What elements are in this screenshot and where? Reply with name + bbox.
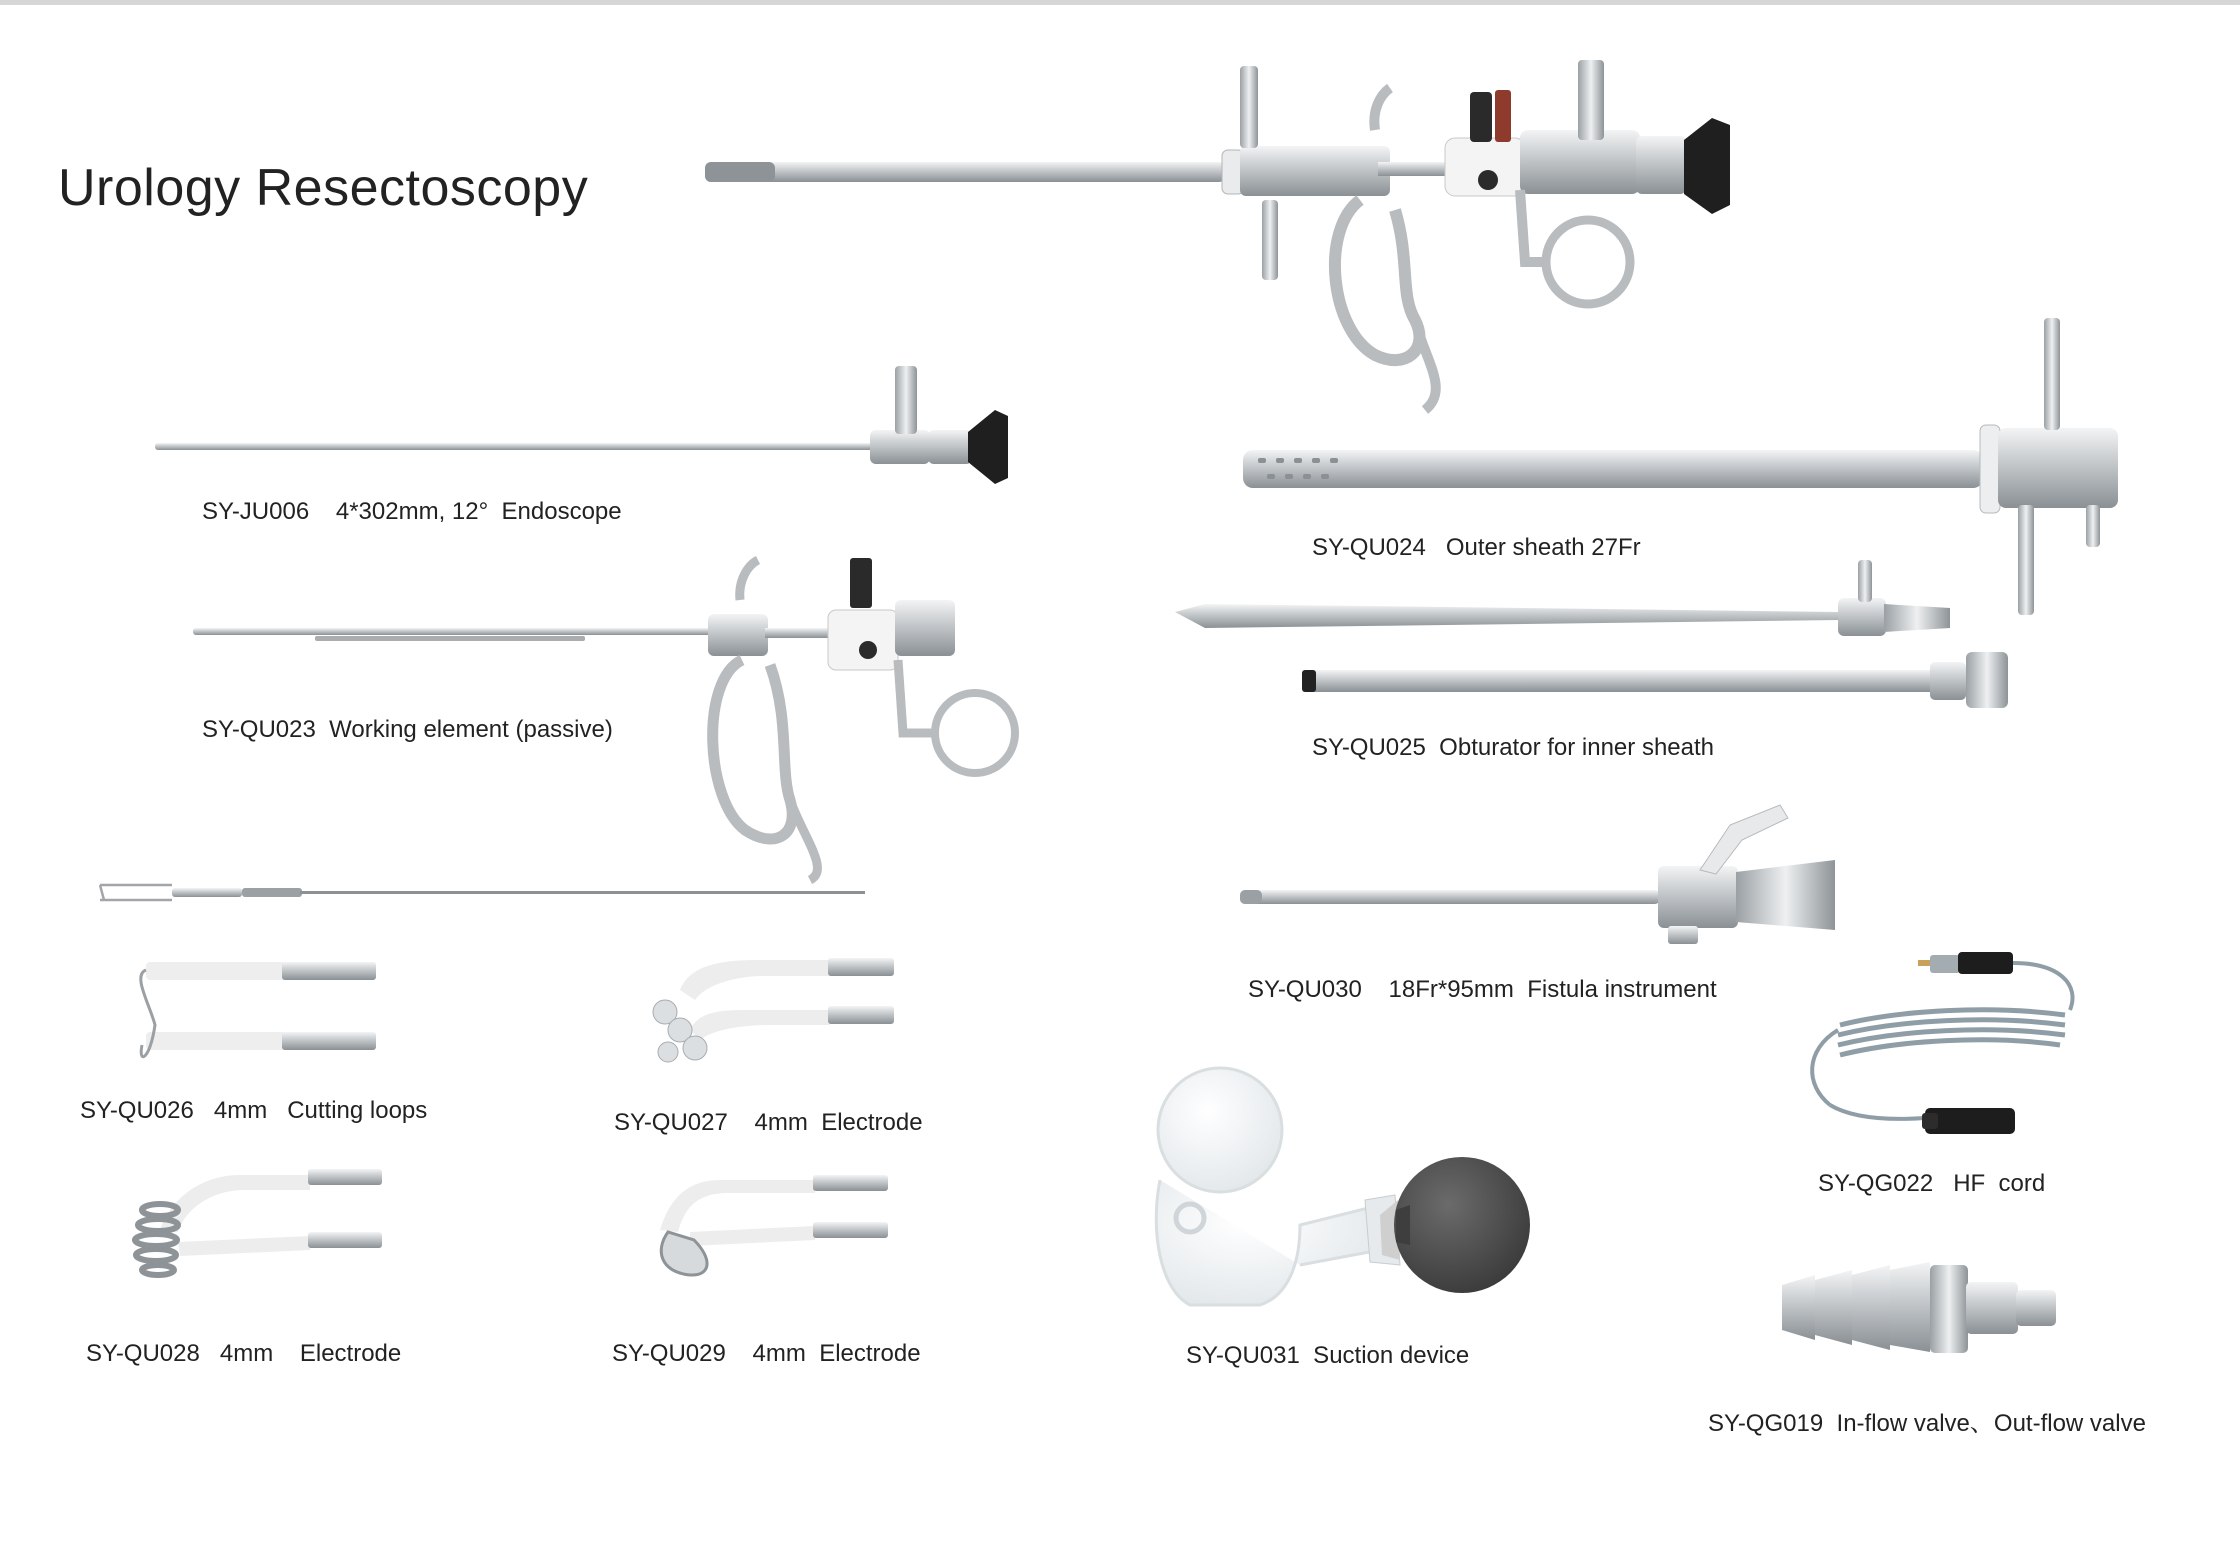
fistula-instrument-image [1240,805,1835,944]
product-label-sy-qu027: SY-QU027 4mm Electrode [614,1109,923,1136]
product-label-sy-qg019: SY-QG019 In-flow valve、Out-flow valve [1708,1410,2146,1437]
product-label-sy-qu025: SY-QU025 Obturator for inner sheath [1312,734,1714,761]
product-label-sy-qu028: SY-QU028 4mm Electrode [86,1340,402,1367]
cutting-loops-image [141,962,376,1057]
endoscope-image [155,366,1008,484]
suction-device-image [1156,1068,1530,1305]
product-label-sy-qu030: SY-QU030 18Fr*95mm Fistula instrument [1248,976,1717,1003]
product-label-sy-ju006: SY-JU006 4*302mm, 12° Endoscope [202,498,622,525]
resectoscope-assembly-image [705,60,1730,410]
outer-sheath-image [1243,318,2118,615]
roller-electrode-image [653,958,894,1062]
product-label-sy-qu024: SY-QU024 Outer sheath 27Fr [1312,534,1641,561]
obturator-image [1175,560,1950,636]
product-label-sy-qu023: SY-QU023 Working element (passive) [202,716,613,743]
flow-valve-image [1782,1262,2056,1353]
loop-electrode-image [660,1175,888,1275]
hf-cord-image [1812,952,2072,1134]
product-label-sy-qu031: SY-QU031 Suction device [1186,1342,1470,1369]
inner-sheath-image [1302,652,2008,708]
page-title: Urology Resectoscopy [58,159,589,217]
product-label-sy-qu026: SY-QU026 4mm Cutting loops [80,1097,428,1124]
product-label-sy-qg022: SY-QG022 HF cord [1818,1170,2046,1197]
product-label-sy-qu029: SY-QU029 4mm Electrode [612,1340,921,1367]
electrode-wire-image [100,885,865,900]
coil-electrode-image [135,1169,382,1275]
